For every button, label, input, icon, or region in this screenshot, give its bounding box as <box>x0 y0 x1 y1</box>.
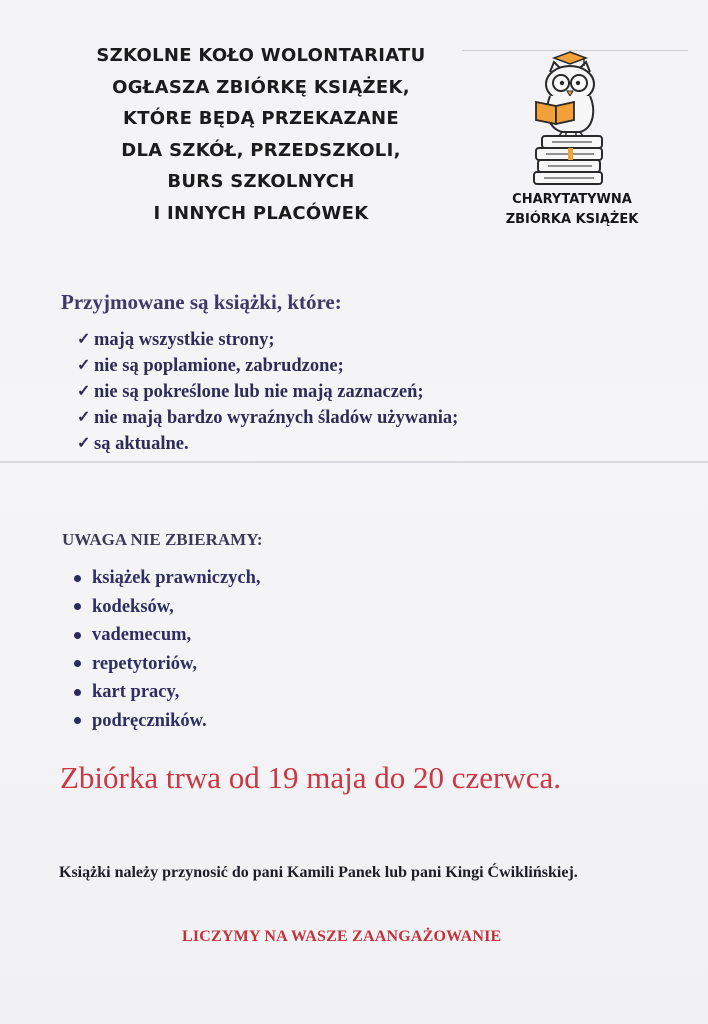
list-item <box>77 431 458 457</box>
paper-fold-line <box>0 461 708 463</box>
logo-caption-line: ZBIÓRKA KSIĄŻEK <box>505 212 639 227</box>
heading-line: BURS SZKOLNYCH <box>167 171 355 192</box>
list-item <box>74 621 261 650</box>
list-item-text: kodeksów, <box>92 596 174 617</box>
checkmark-icon: ✓ <box>77 331 91 348</box>
bullet-icon <box>74 689 81 696</box>
list-item <box>77 405 458 431</box>
collection-dates: Zbiórka trwa od 19 maja do 20 czerwca. <box>60 760 561 795</box>
list-item <box>77 353 458 379</box>
list-item-text: są aktualne. <box>94 434 189 454</box>
bullet-icon <box>74 660 81 667</box>
not-collected-title: UWAGA NIE ZBIERAMY: <box>62 530 263 549</box>
list-item <box>74 650 261 679</box>
bullet-icon <box>74 632 81 639</box>
logo-caption-line: CHARYTATYWNA <box>512 192 632 207</box>
heading-line: SZKOLNE KOŁO WOLONTARIATU <box>96 45 426 66</box>
announcement-heading <box>66 40 456 229</box>
accepted-criteria-list <box>77 327 458 457</box>
heading-line: DLA SZKÓŁ, PRZEDSZKOLI, <box>121 139 401 161</box>
accepted-books-title: Przyjmowane są książki, które: <box>61 290 342 314</box>
owl-reading-on-books-icon <box>522 50 618 186</box>
list-item-text: nie mają bardzo wyraźnych śladów używania; <box>94 408 459 428</box>
list-item-text: nie są poplamione, zabrudzone; <box>94 356 344 376</box>
heading-line: OGŁASZA ZBIÓRKĘ KSIĄŻEK, <box>112 76 410 98</box>
bullet-icon <box>74 717 81 724</box>
bullet-icon <box>74 603 81 610</box>
heading-line: I INNYCH PLACÓWEK <box>153 202 369 224</box>
checkmark-icon: ✓ <box>77 357 91 374</box>
list-item-text: kart pracy, <box>92 682 180 702</box>
checkmark-icon: ✓ <box>77 435 91 452</box>
list-item-text: podręczników. <box>92 710 207 731</box>
not-collected-list <box>74 564 261 735</box>
list-item <box>77 379 458 405</box>
bullet-icon <box>74 575 81 582</box>
list-item-text: książek prawniczych, <box>92 568 261 588</box>
list-item-text: vademecum, <box>92 625 192 645</box>
list-item <box>77 327 458 353</box>
heading-line: KTÓRE BĘDĄ PRZEKAZANE <box>122 108 400 129</box>
list-item <box>74 564 261 593</box>
list-item-text: mają wszystkie strony; <box>94 330 275 350</box>
drop-off-instructions: Książki należy przynosić do pani Kamili Panek lub pani Kingi Ćwiklińskiej. <box>59 864 578 881</box>
list-item-text: repetytoriów, <box>92 653 197 674</box>
logo-caption <box>470 190 674 230</box>
checkmark-icon: ✓ <box>77 383 91 400</box>
list-item <box>74 707 261 736</box>
list-item <box>74 593 261 622</box>
checkmark-icon: ✓ <box>77 409 91 426</box>
list-item <box>74 678 261 707</box>
list-item-text: nie są pokreślone lub nie mają zaznaczeń; <box>94 382 424 402</box>
closing-appeal: LICZYMY NA WASZE ZAANGAŻOWANIE <box>182 928 502 945</box>
